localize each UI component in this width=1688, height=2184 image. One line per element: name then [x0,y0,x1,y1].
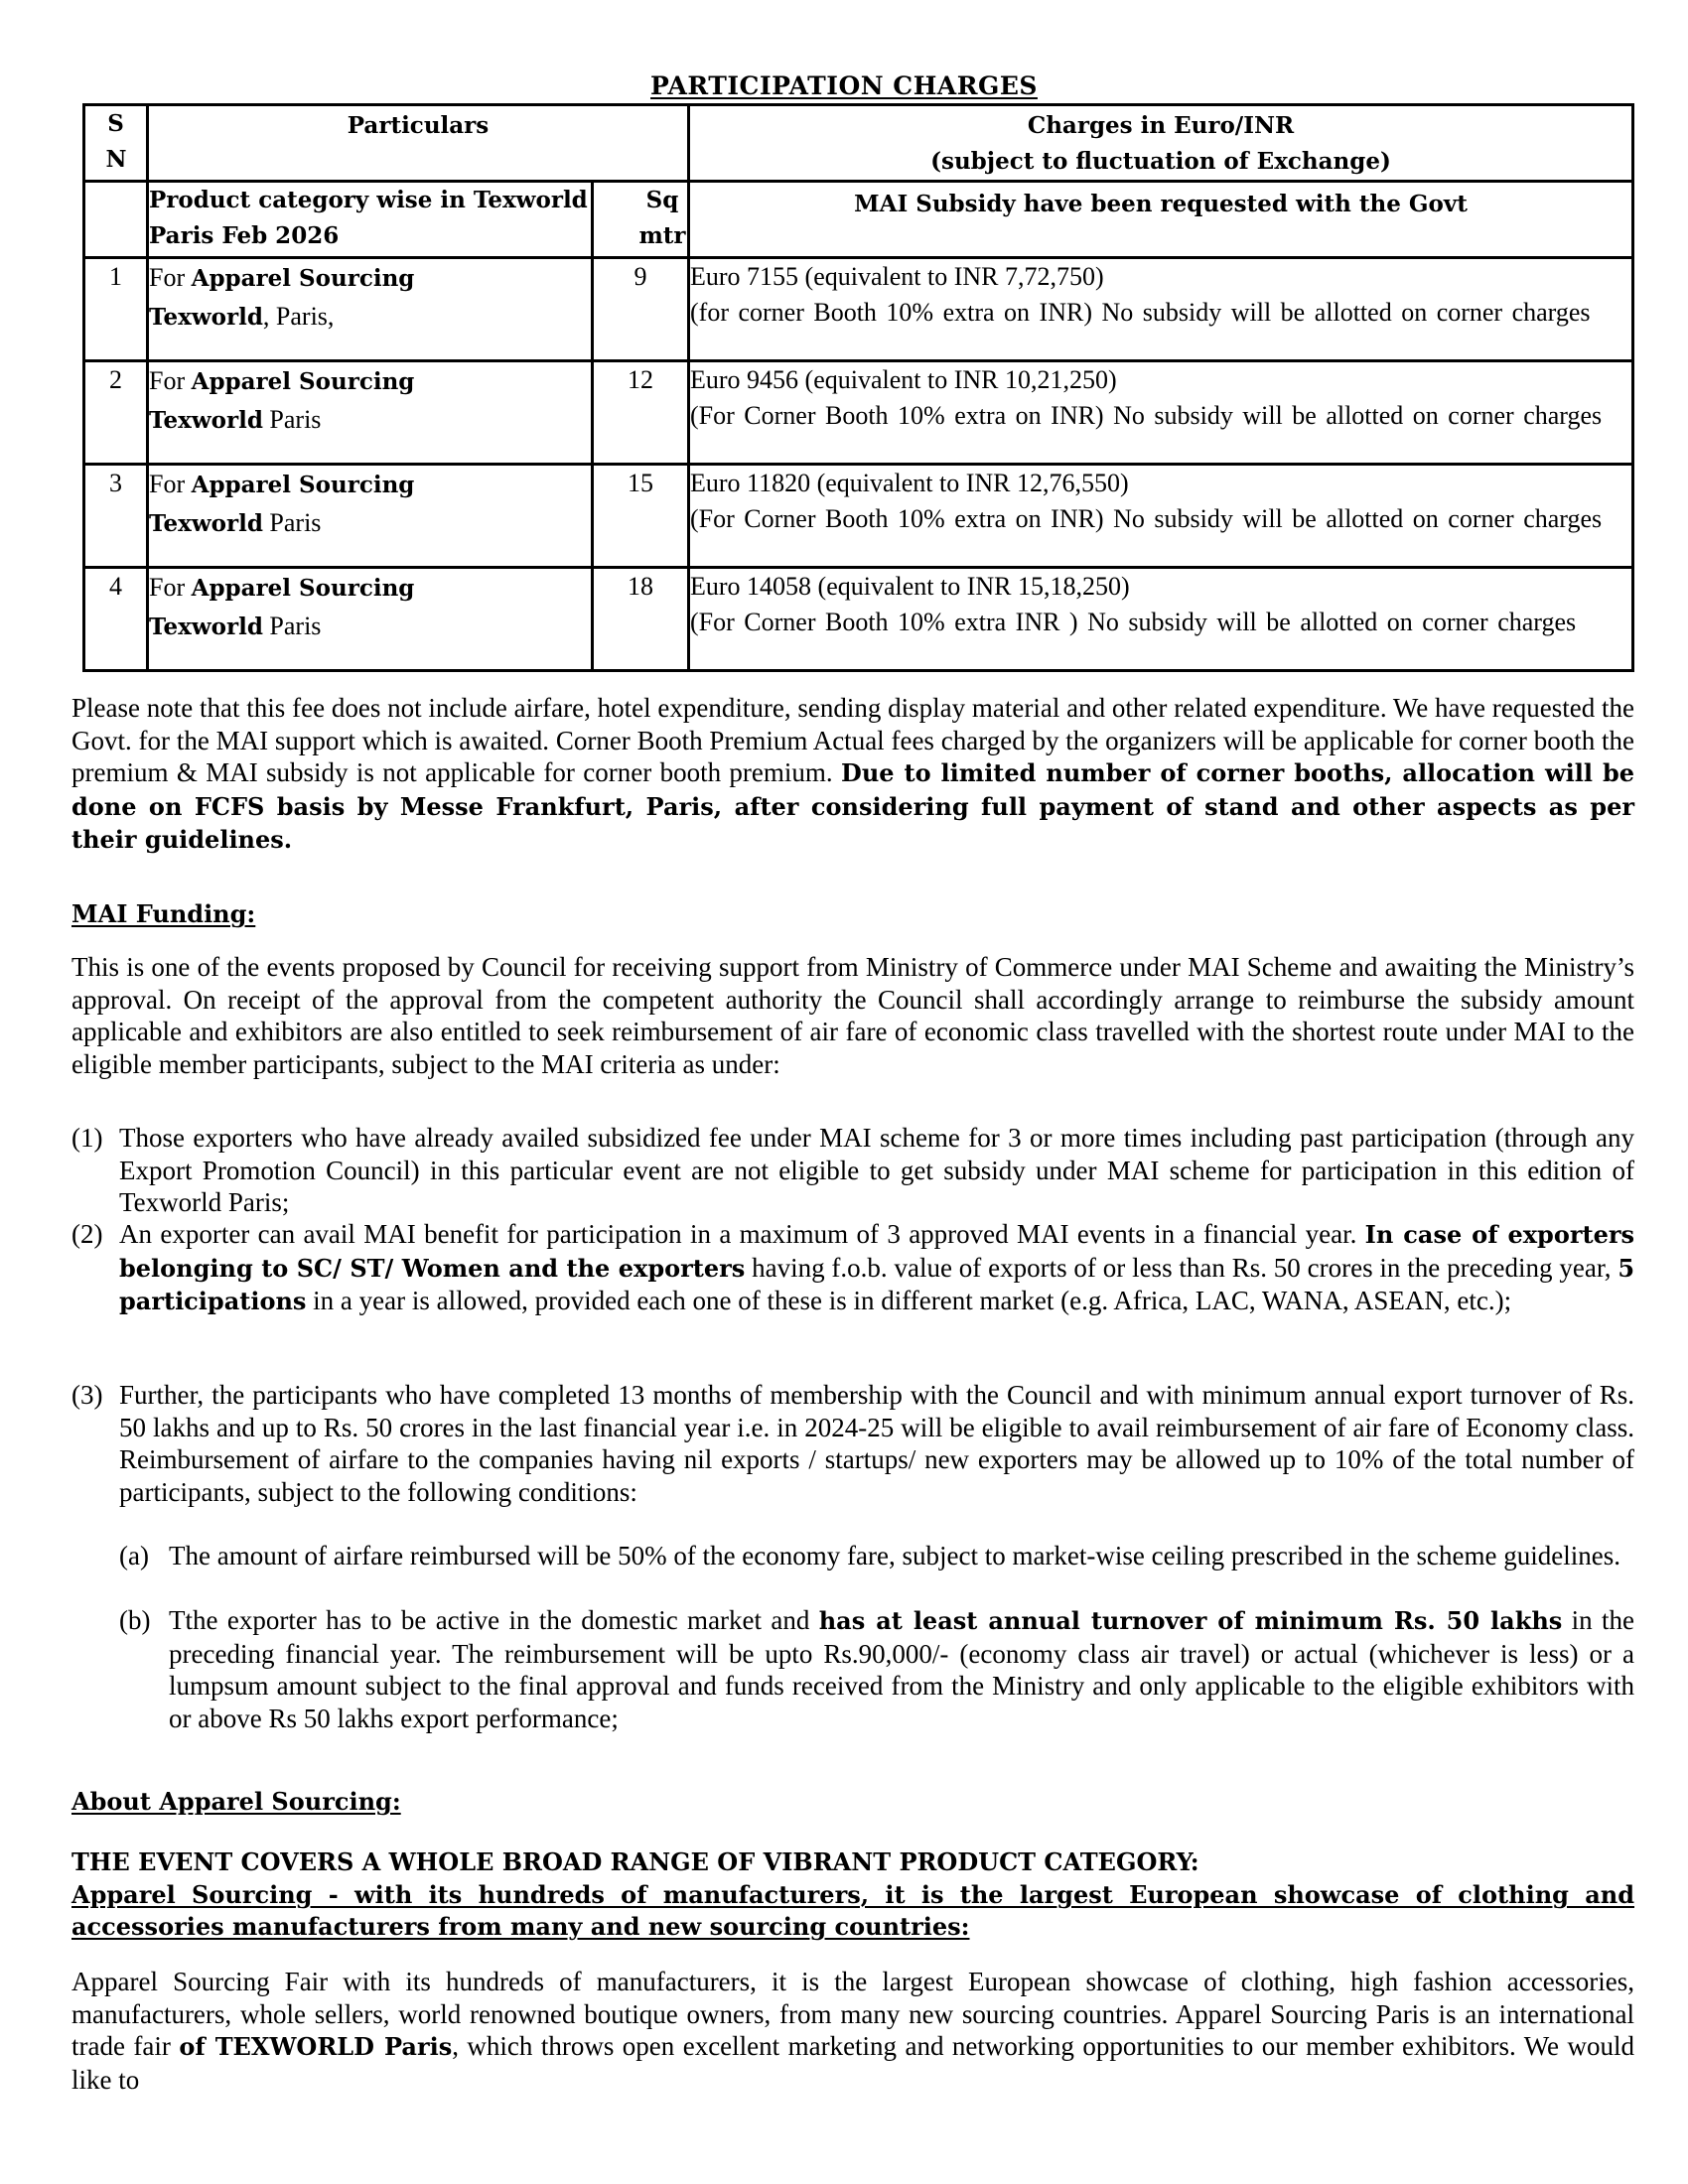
subheader-empty-cell [84,182,148,258]
row-charges: Euro 14058 (equivalent to INR 15,18,250) (For Corner Booth 10% extra INR ) No subsidy will be allotted on corner charges [689,568,1633,671]
row-sn: 4 [84,568,148,671]
mai-criteria-item-2: (2) An exporter can avail MAI benefit for participation in a maximum of 3 approved MAI events in a financial year. In case of exporters belonging to SC/ ST/ Women and the exporters having f.o.b. value of exports of or less than Rs. 50 crores in the preceding year, 5 participations in a year is allowed, provided each one of these is in different market (e.g. Africa, LAC, WANA, ASEAN, etc.); [71,1219,1635,1315]
header-product-category: Product category wise in Texworld Paris Feb 2026 [148,182,593,258]
table-subheader-row [84,182,1633,258]
table-row [84,568,1633,671]
header-charges: Charges in Euro/INR (subject to fluctuation of Exchange) [689,105,1633,182]
row-sq-mtr: 18 [593,568,689,671]
table-row [84,465,1633,568]
row-charges: Euro 9456 (equivalent to INR 10,21,250) (For Corner Booth 10% extra on INR) No subsidy will be allotted on corner charges [689,361,1633,465]
mai-criteria-subitem-a: (a) The amount of airfare reimbursed will be 50% of the economy fare, subject to market-wise ceiling prescribed in the scheme guidelines. [119,1541,1620,1570]
row-particulars: For Apparel Sourcing Texworld, Paris, [148,258,593,361]
participation-charges-table [82,103,1634,672]
event-subheading: Apparel Sourcing - with its hundreds of manufacturers, it is the largest European showcase of clothing and accessories manufacturers from many and new sourcing countries: [71,1880,1634,1941]
row-sq-mtr: 9 [593,258,689,361]
header-subsidy-note: MAI Subsidy have been requested with the Govt [689,182,1633,258]
row-sq-mtr: 15 [593,465,689,568]
about-heading: About Apparel Sourcing: [71,1787,401,1816]
page-title: PARTICIPATION CHARGES [650,71,1038,100]
row-sn: 2 [84,361,148,465]
table-row [84,258,1633,361]
row-particulars: For Apparel Sourcing Texworld Paris [148,465,593,568]
header-sn: S N [84,105,148,182]
mai-funding-heading: MAI Funding: [71,899,256,928]
row-sn: 3 [84,465,148,568]
table-header-row [84,105,1633,182]
row-sn: 1 [84,258,148,361]
row-charges: Euro 11820 (equivalent to INR 12,76,550) (For Corner Booth 10% extra on INR) No subsidy will be allotted on corner charges [689,465,1633,568]
mai-criteria-subitem-b: (b) Tthe exporter has to be active in the domestic market and has at least annual turnover of minimum Rs. 50 lakhs in the preceding financial year. The reimbursement will be upto Rs.90,000/- (economy class air travel) or actual (whichever is less) or a lumpsum amount subject to the final approval and funds received from the Ministry and only applicable to the eligible exhibitors with or above Rs 50 lakhs export performance; [119,1605,1634,1733]
mai-criteria-item-1: (1) Those exporters who have already availed subsidized fee under MAI scheme for 3 or more times including past participation (through any Export Promotion Council) in this particular event are not eligible to get subsidy under MAI scheme for participation in this edition of Texworld Paris; [71,1123,1634,1217]
mai-criteria-item-3: (3) Further, the participants who have completed 13 months of membership with the Council and with minimum annual export turnover of Rs. 50 lakhs and up to Rs. 50 crores in the last financial year i.e. in 2024-25 will be eligible to avail reimbursement of air fare of Economy class. Reimbursement of airfare to the companies having nil exports / startups/ new exporters may be allowed up to 10% of the total number of participants, subject to the following conditions: [71,1380,1634,1507]
table-row [84,361,1633,465]
row-particulars: For Apparel Sourcing Texworld Paris [148,361,593,465]
header-particulars: Particulars [148,105,689,182]
fee-note-paragraph: Please note that this fee does not include airfare, hotel expenditure, sending display material and other related expenditure. We have requested the Govt. for the MAI support which is awaited. Corner Booth Premium Actual fees charged by the organizers will be applicable for corner booth the premium & MAI subsidy is not applicable for corner booth premium. Due to limited number of corner booths, allocation will be done on FCFS basis by Messe Frankfurt, Paris, after considering full payment of stand and other aspects as per their guidelines. [71,693,1634,854]
event-covers-heading: THE EVENT COVERS A WHOLE BROAD RANGE OF VIBRANT PRODUCT CATEGORY: [71,1847,1199,1876]
header-sq-mtr: Sq mtr [593,182,689,258]
about-paragraph: Apparel Sourcing Fair with its hundreds of manufacturers, it is the largest European showcase of clothing, high fashion accessories, manufacturers, whole sellers, world renowned boutique owners, from many new sourcing countries. Apparel Sourcing Paris is an international trade fair of TEXWORLD Paris, which throws open excellent marketing and networking opportunities to our member exhibitors. We would like to [71,1967,1634,2095]
row-particulars: For Apparel Sourcing Texworld Paris [148,568,593,671]
mai-funding-intro: This is one of the events proposed by Council for receiving support from Ministry of Commerce under MAI Scheme and awaiting the Ministry’s approval. On receipt of the approval from the competent authority the Council shall accordingly arrange to reimburse the subsidy amount applicable and exhibitors are also entitled to seek reimbursement of air fare of economic class travelled with the shortest route under MAI to the eligible member participants, subject to the MAI criteria as under: [71,952,1634,1079]
row-sq-mtr: 12 [593,361,689,465]
row-charges: Euro 7155 (equivalent to INR 7,72,750) (for corner Booth 10% extra on INR) No subsidy will be allotted on corner charges [689,258,1633,361]
